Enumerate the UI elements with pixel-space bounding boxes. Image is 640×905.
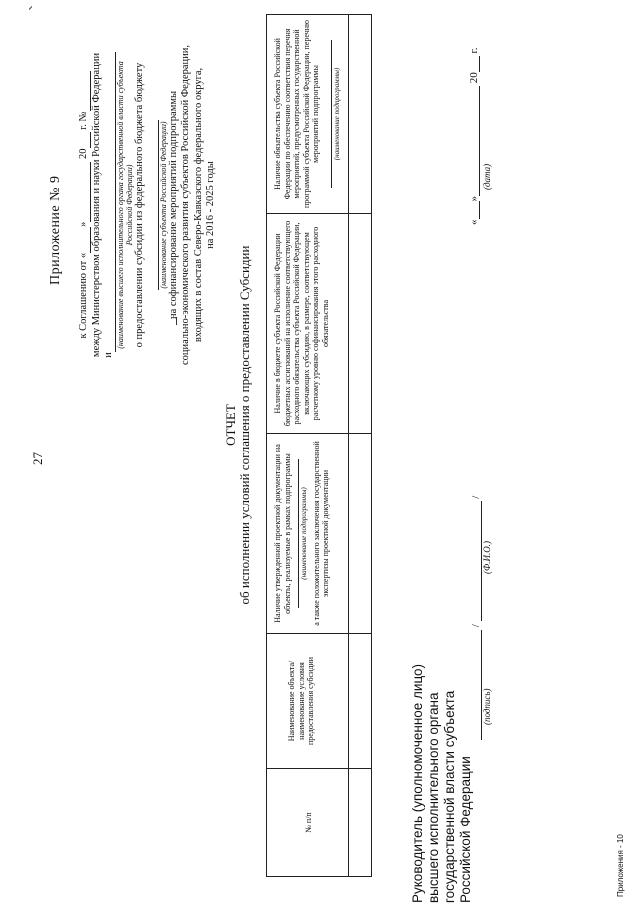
- col-obligation-caption: (наименование подпрограммы): [331, 40, 343, 188]
- table-row: [349, 15, 372, 877]
- signer-line-1: Руководитель (уполномоченное лицо): [410, 663, 425, 903]
- signature-block: [410, 664, 474, 903]
- date-day-blank: [468, 202, 480, 220]
- col-project-docs-caption: (наименование подпрограммы): [298, 459, 310, 608]
- signature-caption: (подпись): [482, 688, 492, 725]
- table-cell: [349, 434, 372, 634]
- subject-blank: [147, 120, 159, 290]
- agreement-line: [78, 25, 91, 385]
- table-cell: [349, 769, 372, 877]
- agreement-suffix: г. №: [78, 111, 89, 130]
- and-word: и: [103, 352, 114, 358]
- date-caption: (дата): [482, 163, 492, 190]
- signature-captions: [482, 541, 492, 725]
- exec-body-blank: [104, 52, 116, 352]
- divider-dash: [176, 317, 177, 325]
- name-blank: [470, 501, 482, 621]
- signature-lines: / /: [470, 496, 482, 740]
- purpose-line-1: на софинансирование мероприятий подпрограммы: [167, 90, 179, 320]
- signer-line-4: Российской Федерации: [458, 756, 473, 903]
- agreement-prefix: к Соглашению от «: [78, 252, 89, 339]
- date-open-quote: «: [468, 219, 480, 225]
- day-blank: [79, 227, 91, 253]
- month-blank: [79, 162, 91, 222]
- col-obligation-header: [267, 15, 349, 214]
- col-budget-header: Наличие в бюджете субъекта Российской Федерации бюджетных ассигнований на исполнение соответствующего расходного обязательства субъекта Российской Федерации, включающих субсидию, в размере, соответствующем расчетному уровню софинансирования этого расходного обязательства: [267, 214, 349, 434]
- table-cell: [349, 15, 372, 214]
- col-project-docs-text: Наличие утвержденной проектной документации на объекты, реализуемые в рамках подпрограммы: [273, 444, 292, 623]
- appendix-title: Приложение № 9: [48, 175, 63, 285]
- date-close-quote: »: [468, 196, 480, 202]
- report-title: ОТЧЕТ: [223, 404, 238, 446]
- agreement-quote: »: [78, 221, 89, 227]
- report-table: [266, 14, 372, 877]
- purpose-line-3: входящих в состав Северо-Кавказского федерального округа,: [192, 67, 204, 343]
- purpose-line-4: на 2016 - 2025 годы: [205, 161, 216, 249]
- agreement-year: 20: [78, 148, 89, 159]
- report-subtitle: об исполнении условий соглашения о предоставлении Субсидии: [237, 245, 252, 605]
- date-line: [468, 47, 480, 225]
- year-blank: [79, 132, 91, 148]
- number-blank: [79, 71, 91, 111]
- subsidy-line: о предоставлении субсидии из федерального бюджета бюджету: [133, 62, 145, 348]
- name-caption: (Ф.И.О.): [482, 540, 492, 574]
- page-footer: Приложения - 10: [616, 834, 625, 897]
- between-line: между Министерством образования и науки Российской Федерации: [90, 52, 102, 358]
- table-header-row: [267, 15, 349, 877]
- exec-body-caption: (наименование высшего исполнительного органа государственной власти субъекта Российской Федерации): [115, 61, 134, 349]
- page-number: 27: [30, 452, 45, 465]
- date-month-blank: [468, 86, 480, 196]
- date-year-blank: [468, 56, 480, 72]
- purpose-line-2: социально-экономического развития субъектов Российской Федерации,: [180, 44, 191, 366]
- report-heading: [224, 195, 252, 655]
- signer-line-2: высшего исполнительного органа: [426, 692, 441, 903]
- signature-blank: [470, 630, 482, 740]
- signer-line-3: государственной власти субъекта: [442, 690, 457, 903]
- col-object-header: Наименование объекта/ наименование условия предоставления субсидии: [267, 634, 349, 769]
- subject-caption: (наименование субъекта Российской Федерации): [158, 121, 168, 289]
- col-obligation-text: Наличие обязательства субъекта Российской Федерации по обеспечению соответствия перечня мероприятий, предусмотренных государственной программой субъекта Российской Федерации, перечню мероприятий подпрограммы: [273, 19, 320, 208]
- subject-blank-row: [146, 25, 159, 385]
- col-project-docs-extra: а также положительного заключения государственной экспертизы проектной документации: [311, 441, 330, 626]
- table-cell: [349, 214, 372, 434]
- date-suffix: г.: [468, 47, 480, 54]
- and-line: [103, 25, 116, 385]
- date-year: 20: [468, 72, 480, 84]
- col-project-docs-header: [267, 434, 349, 634]
- scan-mark: [29, 6, 32, 10]
- table-cell: [349, 634, 372, 769]
- col-number-header: № п/п: [267, 769, 349, 877]
- agreement-header: [78, 25, 218, 385]
